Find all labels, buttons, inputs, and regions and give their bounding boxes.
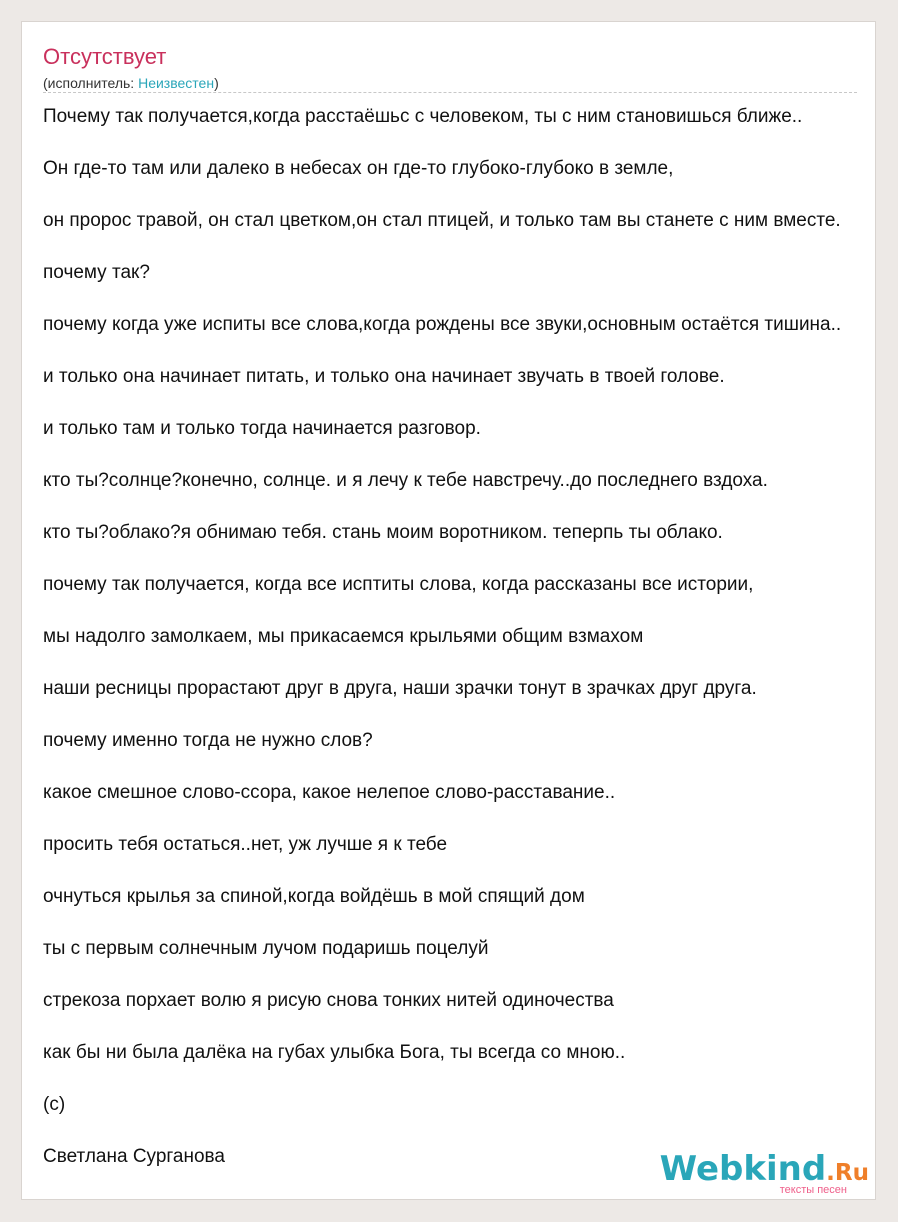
lyric-line: наши ресницы прорастают друг в друга, наши зрачки тонут в зрачках друг друга.: [43, 678, 757, 699]
lyric-line: Светлана Сурганова: [43, 1146, 225, 1167]
lyric-line: какое смешное слово-ссора, какое нелепое слово-расставание..: [43, 782, 616, 803]
artist-line: [43, 74, 219, 92]
lyric-line: стрекоза порхает волю я рисую снова тонких нитей одиночества: [43, 990, 614, 1011]
lyric-line: Почему так получается,когда расстаёшьс с человеком, ты с ним становишься ближе..: [43, 106, 803, 127]
artist-link[interactable]: Неизвестен: [138, 75, 215, 91]
lyric-line: кто ты?солнце?конечно, солнце. и я лечу к тебе навстречу..до последнего вздоха.: [43, 470, 768, 491]
logo-tagline: тексты песен: [779, 1184, 847, 1196]
lyric-line: Он где-то там или далеко в небесах он где-то глубоко-глубоко в земле,: [43, 158, 674, 179]
lyric-line: (с): [43, 1094, 66, 1115]
artist-prefix: (исполнитель:: [43, 75, 139, 91]
artist-suffix: ): [214, 75, 219, 91]
lyric-line: ты с первым солнечным лучом подаришь поцелуй: [43, 938, 489, 959]
lyric-line: почему именно тогда не нужно слов?: [43, 730, 373, 751]
lyric-line: кто ты?облако?я обнимаю тебя. стань моим воротником. теперпь ты облако.: [43, 522, 723, 543]
lyric-line: как бы ни была далёка на губах улыбка Бога, ты всегда со мною..: [43, 1042, 626, 1063]
lyric-line: очнуться крылья за спиной,когда войдёшь в мой спящий дом: [43, 886, 585, 907]
lyric-line: мы надолго замолкаем, мы прикасаемся крыльями общим взмахом: [43, 626, 644, 647]
lyric-line: и только она начинает питать, и только она начинает звучать в твоей голове.: [43, 366, 725, 387]
logo-suffix-text: .Ru: [826, 1160, 869, 1186]
site-logo[interactable]: [659, 1149, 869, 1196]
lyric-line: просить тебя остаться..нет, уж лучше я к тебе: [43, 834, 448, 855]
logo-main-text: Webkind: [659, 1149, 827, 1189]
lyric-line: почему так получается, когда все исптиты слова, когда рассказаны все истории,: [43, 574, 754, 595]
lyric-line: почему когда уже испиты все слова,когда рождены все звуки,основным остаётся тишина..: [43, 314, 842, 335]
lyrics-body: [43, 102, 876, 1194]
lyric-line: он пророс травой, он стал цветком,он стал птицей, и только там вы станете с ним вместе.: [43, 210, 841, 231]
song-title: Отсутствует: [43, 44, 167, 69]
lyric-line: и только там и только тогда начинается разговор.: [43, 418, 481, 439]
title-divider: [43, 92, 857, 93]
lyrics-card: [21, 21, 876, 1200]
lyric-line: почему так?: [43, 262, 150, 283]
